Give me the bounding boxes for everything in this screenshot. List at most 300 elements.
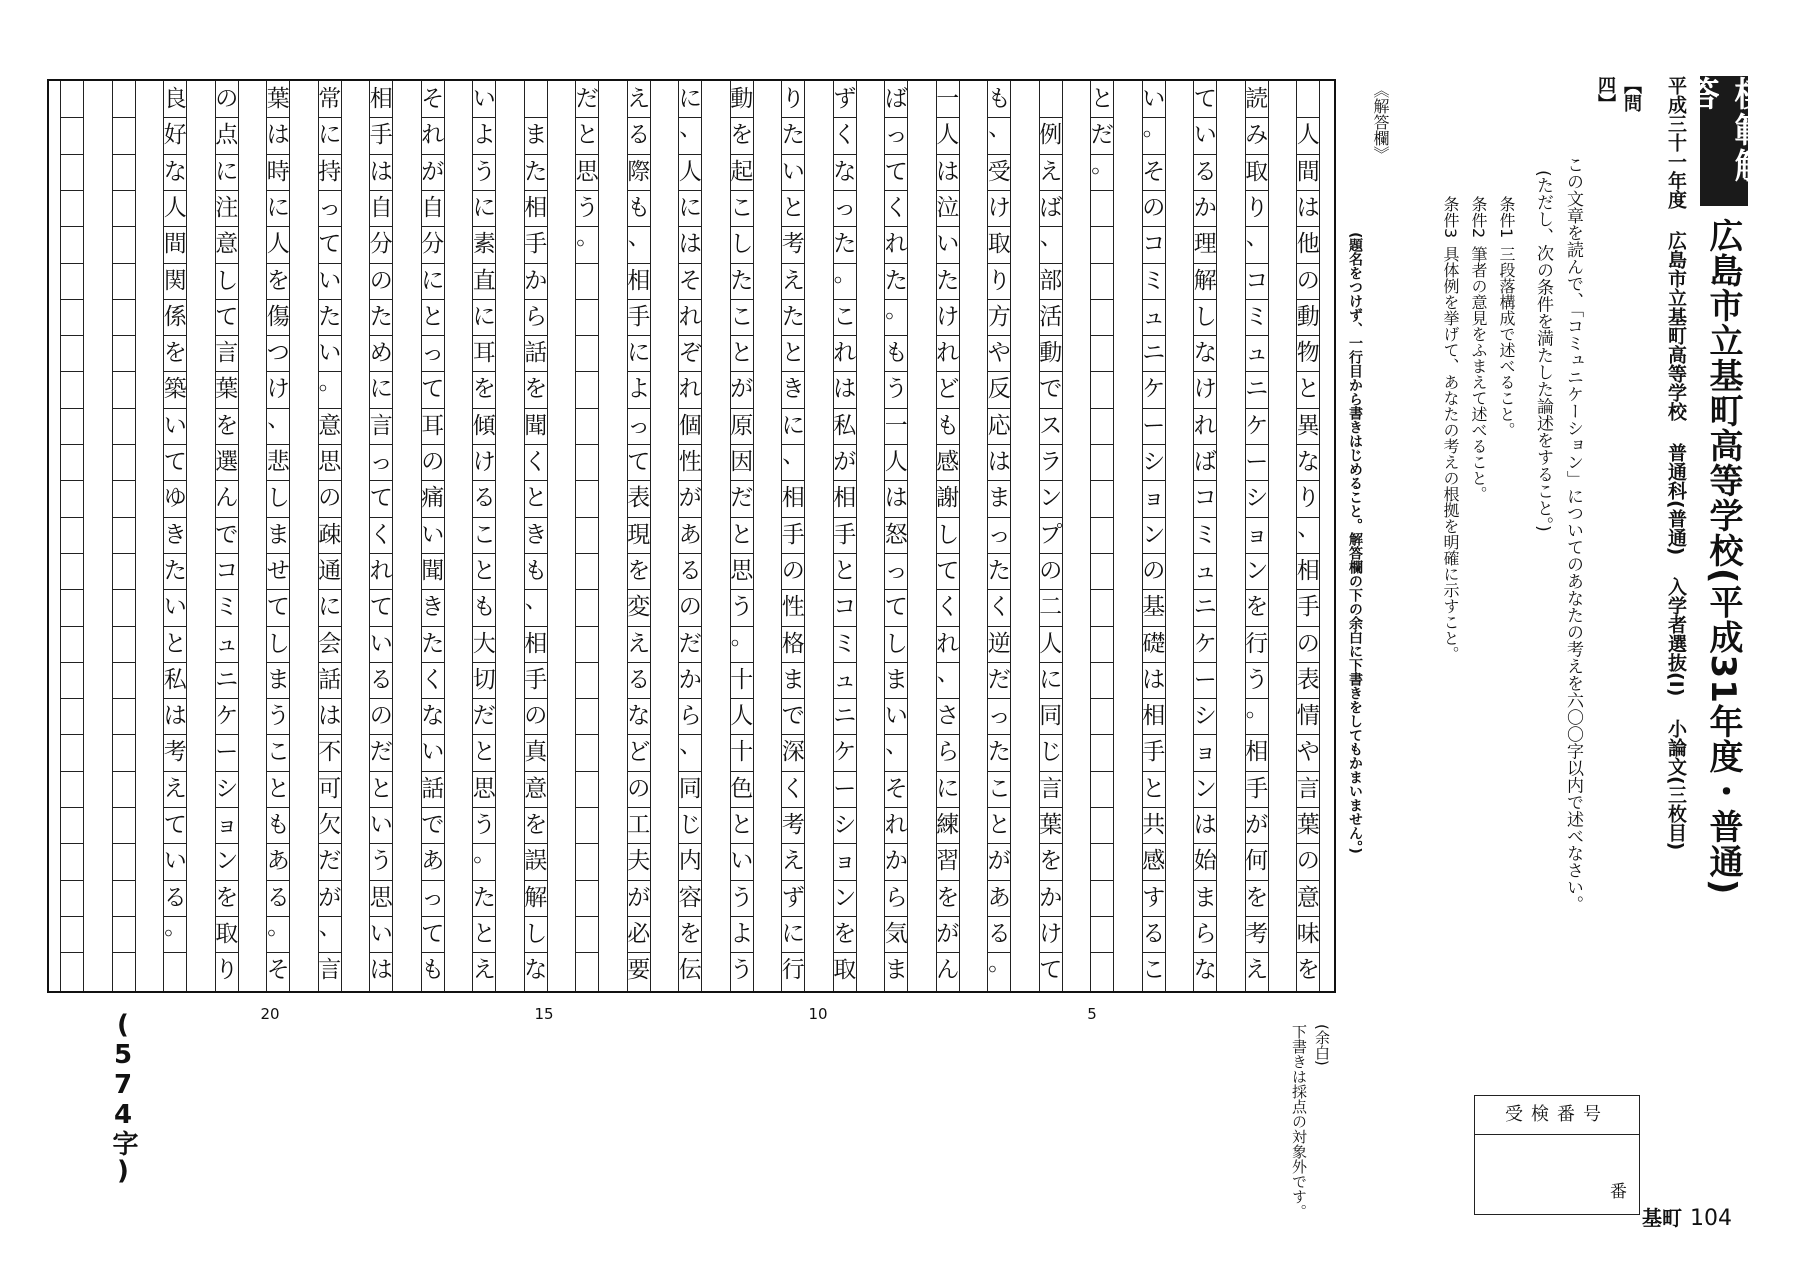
answer-cell: が [1245,812,1269,838]
answer-cell: 、 [318,913,342,940]
answer-cell: シ [215,775,239,802]
answer-cell [112,807,136,843]
page-footer [1642,1202,1732,1231]
answer-cell: 痛 [421,485,445,512]
answer-cell: 性 [678,449,702,475]
answer-cell: 。 [1142,115,1166,142]
answer-cell: い [781,158,805,185]
answer-cell: ミ [1193,521,1217,548]
answer-cell: 同 [678,775,702,802]
page-title: 広島市立基町高等学校(平成31年度・普通) [1703,218,1743,896]
answer-cell: な [1193,957,1217,984]
answer-cell: 思 [730,557,754,584]
answer-cell: ニ [1193,594,1217,621]
answer-cell: い [1193,122,1217,149]
answer-cell: な [627,703,651,730]
answer-cell: コ [215,557,239,584]
answer-cell: ら [524,303,548,330]
answer-cell: 。 [1245,696,1269,723]
answer-cell: た [369,303,393,330]
answer-cell [112,843,136,879]
answer-cell [1090,771,1114,807]
answer-cell [1090,626,1114,662]
answer-cell: で [421,812,445,838]
answer-cell: 誤 [524,848,548,875]
answer-cell: 、 [1297,514,1321,541]
answer-cell: は [369,158,393,185]
answer-cell: 原 [730,412,754,439]
answer-cell [60,626,84,662]
answer-cell [60,553,84,589]
answer-cell: 、 [627,224,651,251]
answer-cell: 容 [678,884,702,911]
answer-cell: の [369,703,393,730]
answer-cell: う [472,812,496,838]
answer-cell: 行 [781,957,805,984]
answer-cell: コ [833,594,857,621]
answer-cell: る [627,122,651,149]
answer-cell: ー [833,775,857,802]
column-number: 5 [1087,1005,1097,1023]
answer-cell: 練 [936,812,960,838]
answer-cell: て [318,231,342,258]
answer-cell: ミ [1142,267,1166,294]
answer-cell: は [833,376,857,403]
answer-cell: い [421,739,445,766]
answer-cell: た [524,158,548,185]
answer-cell: だ [730,485,754,512]
answer-cell: う [730,884,754,911]
answer-cell: う [884,376,908,403]
answer-cell [60,408,84,444]
answer-cell: か [884,848,908,875]
column-number: 10 [808,1005,828,1023]
answer-cell: を [215,412,239,439]
answer-cell: え [781,267,805,294]
answer-cell: れ [833,340,857,367]
answer-label: 《解答欄》 [1371,82,1390,162]
answer-cell: 相 [524,630,548,657]
answer-cell: 好 [163,122,187,149]
answer-cell: す [1142,884,1166,911]
answer-cell: ョ [215,812,239,838]
answer-cell [575,843,599,879]
answer-cell: 、 [885,732,909,759]
answer-cell: る [627,666,651,693]
answer-cell: 大 [472,630,496,657]
exam-year: 平成三十一年度 [1665,76,1687,209]
answer-cell: て [215,303,239,330]
answer-cell [60,263,84,299]
answer-cell: あ [266,848,290,875]
answer-cell: ー [1245,449,1269,475]
answer-cell: 相 [781,485,805,512]
answer-cell: と [369,775,393,802]
answer-cell: を [936,884,960,911]
answer-column [822,81,868,991]
answer-cell: 起 [730,158,754,185]
answer-cell: え [163,775,187,802]
answer-cell: 色 [730,775,754,802]
answer-cell: も [936,412,960,439]
answer-cell: と [472,557,496,584]
condition-text: 具体例を挙げて、あなたの考えの根拠を明確に示すこと。 [1441,246,1460,663]
answer-cell [1090,299,1114,335]
answer-cell: て [163,812,187,838]
answer-cell [60,880,84,916]
answer-cell: に [678,86,702,112]
answer-cell: と [730,340,754,367]
answer-cell [1090,190,1114,226]
answer-cell: の [1142,557,1166,584]
answer-cell: さ [936,703,960,730]
answer-cell: 基 [1142,594,1166,621]
answer-cell: に [369,376,393,403]
answer-cell: 動 [730,86,754,112]
answer-cell: 人 [1296,122,1320,149]
answer-cell: を [1039,848,1063,875]
answer-cell: あ [421,848,445,875]
answer-cell: な [1193,340,1217,367]
answer-cell: と [987,812,1011,838]
answer-cell: 通 [318,557,342,584]
answer-cell: 動 [1039,340,1063,367]
answer-cell: に [678,194,702,221]
answer-cell: し [266,630,290,657]
answer-cell: っ [884,557,908,584]
answer-cell: ラ [1039,449,1063,475]
answer-cell: た [781,303,805,330]
answer-cell: っ [318,194,342,221]
answer-cell: る [472,485,496,512]
answer-cell: 、 [679,732,703,759]
answer-cell [112,371,136,407]
answer-cell [1090,807,1114,843]
answer-cell: ー [1193,666,1217,693]
answer-cell: と [575,122,599,149]
answer-cell [112,952,136,988]
answer-cell: 考 [1245,920,1269,947]
answer-cell: 、 [988,115,1012,142]
answer-cell: で [1039,376,1063,403]
answer-cell: で [215,521,239,548]
answer-cell: ン [1245,557,1269,584]
answer-cell: 点 [215,122,239,149]
answer-cell: 。 [885,296,909,323]
answer-cell: る [678,557,702,584]
answer-cell [1090,916,1114,952]
answer-cell: 。 [730,623,754,650]
answer-cell: に [318,122,342,149]
answer-cell: ケ [1245,412,1269,439]
answer-cell: 可 [318,775,342,802]
answer-cell: り [1296,485,1320,512]
answer-cell: 良 [163,86,187,112]
answer-cell: ら [936,739,960,766]
answer-cell: え [472,957,496,984]
answer-cell: か [678,666,702,693]
answer-cell [1090,589,1114,625]
answer-cell: が [421,158,445,185]
answer-cell: 思 [318,449,342,475]
answer-cell: コ [1245,267,1269,294]
answer-cell [1090,880,1114,916]
answer-cell: 耳 [472,340,496,367]
answer-cell: は [936,158,960,185]
answer-cell: 真 [524,739,548,766]
answer-column [616,81,662,991]
answer-cell: 必 [627,920,651,947]
answer-cell: は [884,485,908,512]
answer-cell [60,698,84,734]
exam-number-box[interactable] [1474,1095,1640,1215]
answer-cell: つ [266,340,290,367]
answer-cell: た [318,303,342,330]
answer-cell: 人 [163,194,187,221]
answer-cell: コ [1142,231,1166,258]
answer-cell: る [163,884,187,911]
answer-grid [47,79,1336,993]
answer-cell [60,589,84,625]
answer-cell [1090,517,1114,553]
answer-cell: 会 [318,630,342,657]
answer-cell [60,771,84,807]
answer-cell: は [1296,194,1320,221]
answer-cell: 感 [1142,848,1166,875]
answer-cell: も [472,594,496,621]
answer-cell: っ [833,194,857,221]
answer-cell: 持 [318,158,342,185]
answer-cell [575,771,599,807]
answer-cell: い [163,848,187,875]
answer-cell [112,81,136,117]
answer-cell: れ [678,303,702,330]
answer-cell: ュ [1193,557,1217,584]
answer-cell: る [1193,158,1217,185]
answer-cell: は [318,703,342,730]
answer-cell: 築 [163,376,187,403]
answer-cell: る [987,920,1011,947]
answer-column [101,81,147,991]
answer-cell: え [1245,957,1269,984]
answer-cell: コ [1193,485,1217,512]
answer-cell: え [627,86,651,112]
answer-cell: 個 [678,412,702,439]
answer-cell: が [833,449,857,475]
answer-cell: り [781,86,805,112]
answer-cell: 変 [627,594,651,621]
answer-cell [575,698,599,734]
answer-cell: け [472,449,496,475]
answer-cell: ら [884,884,908,911]
answer-cell: っ [421,340,445,367]
answer-cell: が [936,920,960,947]
answer-cell: き [524,521,548,548]
answer-cell [575,480,599,516]
answer-cell: ン [1142,521,1166,548]
answer-cell: 話 [524,340,548,367]
answer-cell: 、 [936,659,960,686]
answer-cell: 手 [627,303,651,330]
exam-number-suffix: 番 [1610,1182,1627,1202]
answer-cell: ま [266,521,290,548]
answer-cell: 工 [627,812,651,838]
answer-cell: こ [472,521,496,548]
answer-cell [575,734,599,770]
answer-cell: 間 [1296,158,1320,185]
answer-cell: し [884,630,908,657]
answer-cell: て [936,557,960,584]
answer-cell: だ [575,86,599,112]
answer-cell: ケ [215,703,239,730]
answer-cell: た [163,557,187,584]
answer-cell: 十 [730,739,754,766]
answer-cell: く [524,449,548,475]
answer-cell: は [369,957,393,984]
answer-cell [60,226,84,262]
answer-cell: 相 [1142,703,1166,730]
answer-cell [575,952,599,988]
answer-cell [1039,81,1063,117]
answer-cell: そ [678,267,702,294]
answer-cell [1090,698,1114,734]
answer-cell: に [936,775,960,802]
condition-label: 条件3 [1441,196,1460,239]
answer-cell: う [472,158,496,185]
answer-cell: 聞 [421,557,445,584]
answer-cell: ニ [1142,340,1166,367]
answer-column [1285,81,1331,991]
answer-cell: や [1296,739,1320,766]
answer-cell [112,190,136,226]
answer-cell: と [1296,376,1320,403]
answer-cell: 考 [781,231,805,258]
answer-cell: は [1193,812,1217,838]
answer-cell: け [266,376,290,403]
answer-cell: い [369,812,393,838]
answer-cell: 。 [267,913,291,940]
answer-cell [112,263,136,299]
answer-cell: て [421,920,445,947]
answer-cell: 手 [833,521,857,548]
question-text: この文章を読んで、「コミュニケーション」についてのあなたの考えを六〇〇字以内で述べなさい。 [1563,156,1583,913]
answer-cell: ン [833,884,857,911]
answer-cell: い [1142,86,1166,112]
answer-cell: そ [1142,158,1166,185]
answer-cell: ン [1193,775,1217,802]
answer-cell: が [627,884,651,911]
answer-cell: だ [472,703,496,730]
answer-column [976,81,1022,991]
answer-cell [112,299,136,335]
answer-cell: 表 [1296,666,1320,693]
answer-cell: ョ [1245,521,1269,548]
answer-cell: ニ [1245,376,1269,403]
answer-cell: 味 [1296,920,1320,947]
subject-name: 小論文(三枚目) [1665,718,1687,851]
answer-cell: 物 [1296,340,1320,367]
answer-cell: 情 [1296,703,1320,730]
answer-cell [112,626,136,662]
answer-cell [112,698,136,734]
answer-cell: た [781,122,805,149]
answer-cell: 因 [730,449,754,475]
answer-cell: い [730,848,754,875]
answer-cell: 人 [884,449,908,475]
answer-cell [60,190,84,226]
answer-cell: を [627,557,651,584]
answer-cell: あ [678,521,702,548]
answer-cell: を [524,812,548,838]
answer-cell [1090,335,1114,371]
answer-column [770,81,816,991]
answer-cell: こ [987,775,1011,802]
answer-cell: 意 [215,231,239,258]
answer-cell: ま [987,485,1011,512]
answer-cell [60,734,84,770]
answer-cell: れ [1193,412,1217,439]
answer-cell: 関 [163,267,187,294]
answer-cell: 夫 [627,848,651,875]
answer-cell: り [987,267,1011,294]
answer-cell: ミ [833,630,857,657]
answer-cell: に [1039,666,1063,693]
answer-column [49,81,95,991]
answer-cell: り [215,957,239,984]
answer-cell: 礎 [1142,630,1166,657]
answer-cell: 、 [524,587,548,614]
answer-cell [163,952,187,988]
answer-cell: し [1193,303,1217,330]
page-number: 104 [1690,1206,1732,1231]
answer-cell: い [163,412,187,439]
answer-cell: 手 [524,231,548,258]
answer-cell: き [163,521,187,548]
answer-cell: ン [215,848,239,875]
answer-cell: 素 [472,231,496,258]
answer-cell: に [627,340,651,367]
answer-cell: 相 [524,194,548,221]
answer-cell: ど [627,739,651,766]
answer-cell: 欠 [318,812,342,838]
answer-cell: う [575,194,599,221]
answer-cell: ョ [1193,739,1217,766]
margin-note: 下書きは採点の対象外です。 [1290,1024,1308,1219]
answer-cell: う [266,703,290,730]
answer-column [204,81,250,991]
answer-cell [60,299,84,335]
answer-cell: 傾 [472,412,496,439]
answer-cell [575,263,599,299]
answer-cell: 相 [1245,739,1269,766]
answer-cell: 人 [936,122,960,149]
answer-cell: 話 [421,775,445,802]
answer-cell: 内 [678,848,702,875]
answer-cell [1090,408,1114,444]
answer-cell: ゆ [163,485,187,512]
answer-cell: と [472,920,496,947]
answer-cell: 葉 [1039,812,1063,838]
answer-cell: 手 [369,122,393,149]
answer-cell: 部 [1039,267,1063,294]
answer-cell: 分 [421,231,445,258]
answer-column [873,81,919,991]
answer-cell [112,117,136,153]
answer-cell: 直 [472,267,496,294]
answer-cell: ら [678,703,702,730]
answer-cell: こ [730,194,754,221]
answer-cell: 悲 [266,449,290,475]
